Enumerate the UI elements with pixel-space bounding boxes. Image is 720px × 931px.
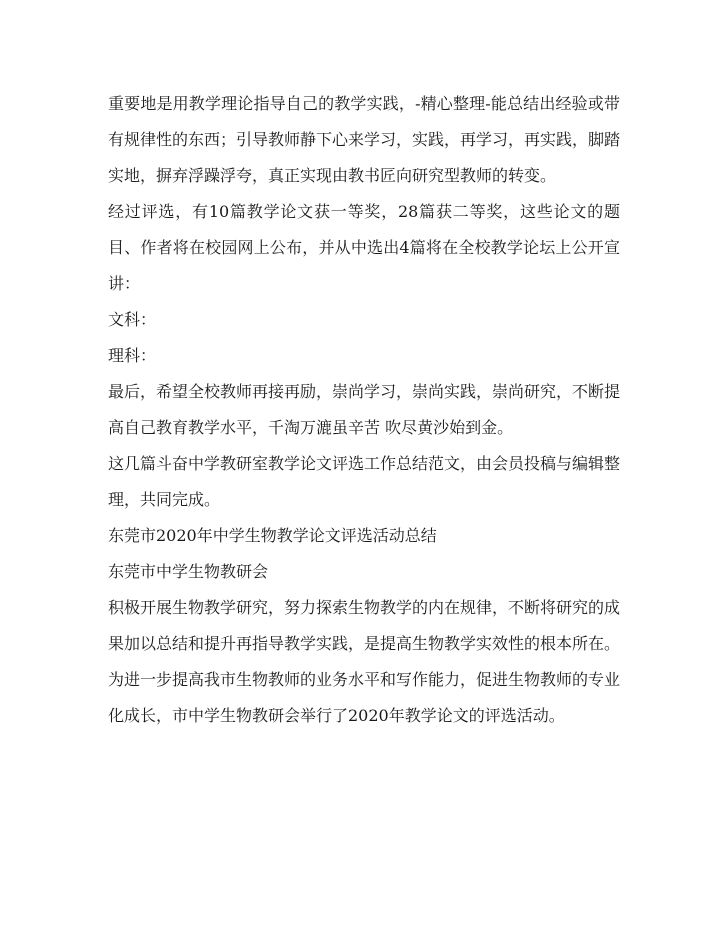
document-body [108,86,620,734]
section-author: 东莞市中学生物教研会 [108,562,269,581]
paragraph-sciences: 理科： [108,346,157,365]
paragraph-closing-wish: 最后，希望全校教师再接再励，崇尚学习，崇尚实践，崇尚研究，不断提高自己教育教学水平，千淘万漉虽辛苦 吹尽黄沙始到金。 [108,382,621,437]
paragraph-award-results: 经过评选，有10篇教学论文获一等奖，28篇获二等奖，这些论文的题目、作者将在校园网上公布，并从中选出4篇将在全校教学论坛上公开宣讲： [108,202,620,293]
section-title: 东莞市2020年中学生物教学论文评选活动总结 [108,526,437,545]
paragraph-editor-note: 这几篇斗奋中学教研室教学论文评选工作总结范文，由会员投稿与编辑整理，共同完成。 [108,454,621,509]
paragraph-liberal-arts: 文科： [108,310,157,329]
paragraph-practice-summary: 重要地是用教学理论指导自己的教学实践，-精心整理-能总结出经验或带有规律性的东西；引导教师静下心来学习，实践，再学习，再实践，脚踏实地，摒弃浮躁浮夸，真正实现由教书匠向研究型教师的转变。 [108,94,621,185]
paragraph-biology-research: 积极开展生物教学研究，努力探索生物教学的内在规律，不断将研究的成果加以总结和提升再指导教学实践，是提高生物教学实效性的根本所在。为进一步提高我市生物教师的业务水平和写作能力，促进生物教师的专业化成长，市中学生物教研会举行了2020年教学论文的评选活动。 [108,598,621,725]
